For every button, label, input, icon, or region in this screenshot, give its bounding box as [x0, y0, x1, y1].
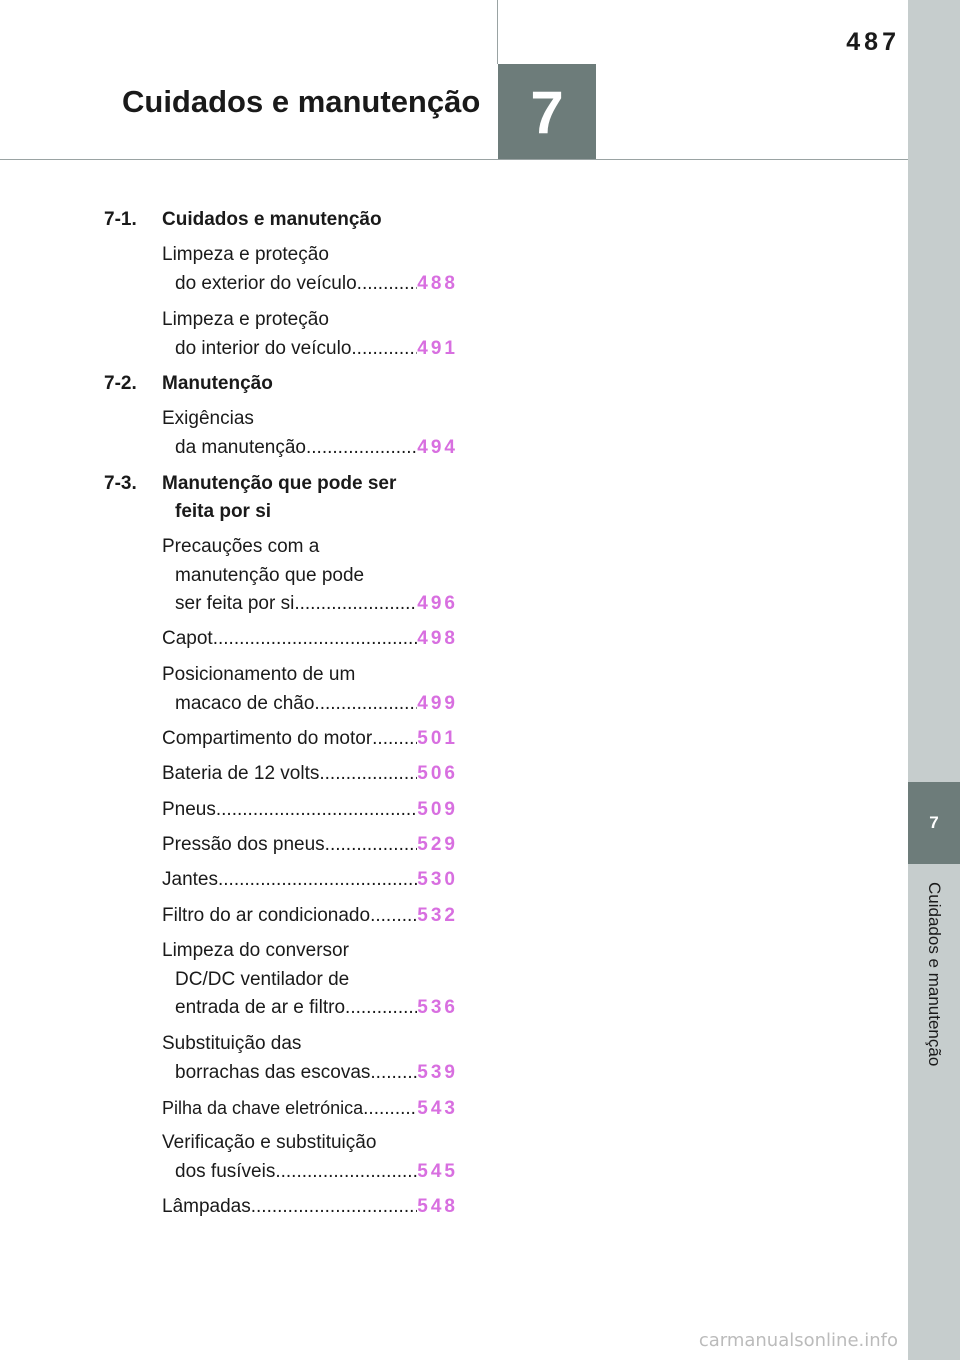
entry-title-line: Bateria de 12 volts: [162, 763, 320, 784]
entry-title-line: Filtro do ar condicionado: [162, 905, 371, 926]
entry-leader-line: [162, 831, 458, 860]
watermark: carmanualsonline.info: [698, 1330, 898, 1351]
entry-title-line: Lâmpadas: [162, 1196, 251, 1217]
dot-leader: [218, 866, 417, 895]
toc-entry[interactable]: [162, 1030, 458, 1087]
entry-title-line: da manutenção: [175, 436, 306, 458]
entry-leader-line: [162, 690, 458, 719]
page-link[interactable]: 496: [417, 593, 458, 614]
page-link[interactable]: 543: [417, 1098, 458, 1119]
page-link[interactable]: 532: [417, 905, 458, 926]
dot-leader: [363, 1095, 417, 1124]
toc-entry[interactable]: [162, 533, 458, 619]
dot-leader: [216, 796, 417, 825]
entry-leader-line: [162, 725, 458, 754]
entry-title-line: Precauções com a: [162, 536, 320, 557]
entry-title-line: ser feita por si: [175, 593, 295, 614]
entry-title-line: entrada de ar e filtro: [175, 997, 346, 1018]
entry-title-line: Pilha da chave eletrónica: [162, 1098, 364, 1118]
toc-entry[interactable]: [162, 866, 458, 895]
entry-title-line: do exterior do veículo: [175, 272, 357, 294]
chapter-number-block: 7: [498, 64, 596, 160]
page-link[interactable]: 498: [417, 628, 458, 649]
side-tab-chapter-7[interactable]: 7: [908, 782, 960, 864]
entry-title-line: Limpeza do conversor: [162, 940, 349, 961]
dot-leader: [370, 902, 417, 931]
page-link[interactable]: 548: [417, 1196, 458, 1217]
section-title-line: Manutenção que pode ser: [162, 473, 397, 494]
dot-leader: [345, 994, 417, 1023]
entry-leader-line: [162, 760, 458, 789]
entry-title-line: macaco de chão: [175, 692, 315, 714]
entry-title-line: borrachas das escovas: [175, 1061, 371, 1083]
entry-leader-line: [162, 902, 458, 931]
dot-leader: [306, 434, 417, 463]
entry-leader-line: [162, 1094, 458, 1124]
section-title: Manutenção: [162, 373, 273, 394]
dot-leader: [275, 1158, 417, 1187]
page-link[interactable]: 501: [417, 728, 458, 749]
entry-title-line: Exigências: [162, 408, 254, 429]
section-number: 7-1.: [104, 209, 137, 230]
entry-leader-line: [162, 590, 458, 619]
chapter-title: Cuidados e manutenção: [122, 84, 481, 119]
page-link[interactable]: 494: [417, 436, 458, 458]
dot-leader: [370, 1059, 417, 1088]
entry-title-line: Verificação e substituição: [162, 1132, 377, 1153]
entry-title-line: Pneus: [162, 799, 216, 820]
section-title: [162, 470, 472, 526]
entry-leader-line: [162, 1059, 458, 1088]
toc-entry[interactable]: [162, 1129, 458, 1186]
page-link[interactable]: 529: [417, 834, 458, 855]
entry-title-line: Limpeza e proteção: [162, 244, 329, 265]
dot-leader: [372, 725, 417, 754]
toc-entry[interactable]: [162, 796, 458, 825]
entry-title-line: Posicionamento de um: [162, 664, 356, 685]
page-link[interactable]: 491: [417, 337, 458, 359]
toc-entry[interactable]: [162, 241, 458, 298]
page-link[interactable]: 539: [417, 1061, 458, 1083]
entry-title-line: do interior do veículo: [175, 337, 352, 359]
entry-leader-line: [162, 625, 458, 654]
section-number: 7-3.: [104, 473, 137, 494]
dot-leader: [251, 1193, 418, 1222]
section-number: 7-2.: [104, 373, 137, 394]
toc-entry[interactable]: [162, 902, 458, 931]
toc-entry[interactable]: [162, 661, 458, 718]
page-link[interactable]: 488: [417, 272, 458, 294]
entry-leader-line: [162, 270, 458, 299]
entry-title-line: Capot: [162, 628, 213, 649]
entry-title-line: Limpeza e proteção: [162, 309, 329, 330]
toc-entry[interactable]: [162, 405, 458, 462]
page-link[interactable]: 509: [417, 799, 458, 820]
page-link[interactable]: 499: [417, 692, 458, 714]
section-title: Cuidados e manutenção: [162, 209, 382, 230]
entry-title-line: Pressão dos pneus: [162, 834, 325, 855]
dot-leader: [319, 760, 417, 789]
entry-leader-line: [162, 335, 458, 364]
page-link[interactable]: 545: [417, 1160, 458, 1182]
dot-leader: [294, 590, 417, 619]
dot-leader: [314, 690, 417, 719]
dot-leader: [325, 831, 418, 860]
entry-leader-line: [162, 796, 458, 825]
dot-leader: [357, 270, 418, 299]
side-strip: [908, 0, 960, 1360]
toc-entry[interactable]: [162, 937, 458, 1023]
toc-entry[interactable]: [162, 760, 458, 789]
entry-title-line: manutenção que pode: [175, 564, 365, 586]
dot-leader: [351, 335, 417, 364]
toc-entry[interactable]: [162, 625, 458, 654]
toc-entry[interactable]: [162, 306, 458, 363]
entry-leader-line: [162, 1158, 458, 1187]
entry-title-line: DC/DC ventilador de: [175, 968, 350, 990]
dot-leader: [213, 625, 418, 654]
entry-leader-line: [162, 434, 458, 463]
page-link[interactable]: 530: [417, 869, 458, 890]
entry-title-line: dos fusíveis: [175, 1160, 276, 1182]
side-tab-label: Cuidados e manutenção: [925, 882, 944, 1067]
page-link[interactable]: 536: [417, 997, 458, 1018]
toc-entry[interactable]: [162, 1094, 458, 1124]
entry-title-line: Compartimento do motor: [162, 728, 373, 749]
page-number: 487: [846, 28, 900, 56]
section-title-line: feita por si: [175, 501, 272, 522]
entry-title-line: Substituição das: [162, 1033, 302, 1054]
toc-entry[interactable]: [162, 1193, 458, 1222]
entry-leader-line: [162, 1193, 458, 1222]
entry-leader-line: [162, 866, 458, 895]
entry-title-line: Jantes: [162, 869, 218, 890]
entry-leader-line: [162, 994, 458, 1023]
page-link[interactable]: 506: [417, 763, 458, 784]
toc-entry[interactable]: [162, 831, 458, 860]
toc-entry[interactable]: [162, 725, 458, 754]
